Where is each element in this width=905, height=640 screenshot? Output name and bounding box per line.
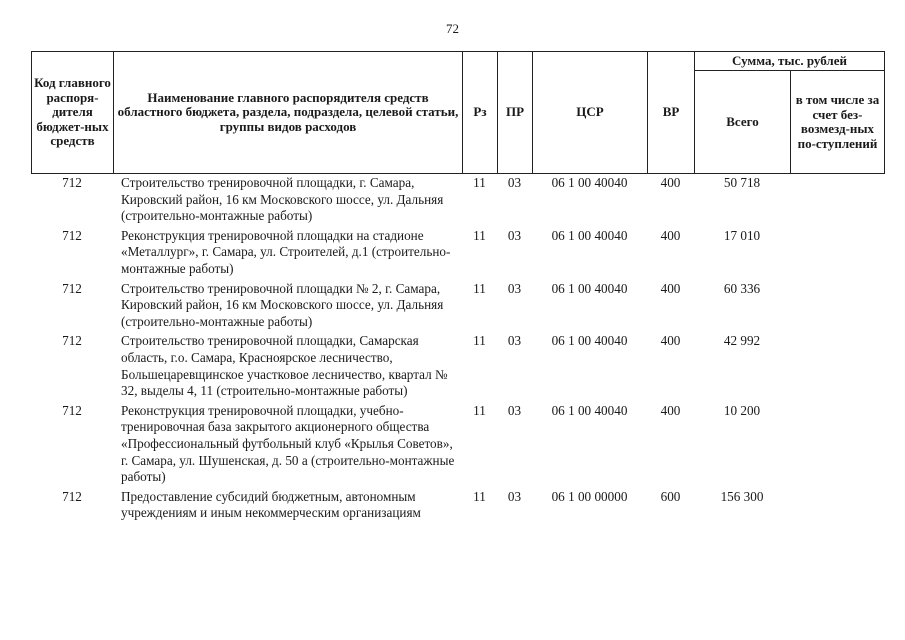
table-row — [31, 403, 884, 486]
row-total: 17 010 — [723, 227, 761, 243]
header-pr: ПР — [498, 52, 533, 174]
table-row — [31, 333, 884, 399]
row-code: 712 — [62, 488, 82, 504]
row-name: Реконструкция тренировочной площадки, учебно-тренировочная база закрытого акционерного общества «Профессиональный футбольный клуб «Крылья Советов», г. Самара, ул. Шушенская, д. 50 а (строительно-монтажные работы) — [121, 402, 455, 485]
row-rz: 11 — [473, 402, 486, 418]
row-vr: 400 — [660, 280, 681, 296]
row-total: 42 992 — [723, 333, 761, 349]
table-row — [31, 228, 884, 278]
row-total: 50 718 — [723, 175, 761, 190]
row-vr: 400 — [660, 175, 681, 190]
header-code: Код главного распоря-дителя бюджет-ных средств — [32, 52, 114, 174]
row-csr: 06 1 00 40040 — [551, 333, 628, 349]
row-total: 156 300 — [720, 488, 764, 504]
row-name: Предоставление субсидий бюджетным, автономным учреждениям и иным некоммерческим организациям — [121, 488, 421, 521]
row-code: 712 — [62, 402, 82, 418]
row-pr: 03 — [507, 175, 522, 190]
row-pr: 03 — [507, 488, 522, 504]
row-pr: 03 — [507, 280, 522, 296]
table-row — [31, 175, 884, 225]
row-name: Реконструкция тренировочной площадки на стадионе «Металлург», г. Самара, ул. Строителей, д.1 (строительно-монтажные работы) — [121, 227, 451, 276]
table-body — [31, 175, 884, 522]
row-total: 60 336 — [723, 280, 761, 296]
row-code: 712 — [62, 227, 82, 243]
row-name: Строительство тренировочной площадки, г. Самара, Кировский район, 16 км Московского шоссе, ул. Дальняя (строительно-монтажные работы) — [121, 175, 444, 224]
row-name: Строительство тренировочной площадки, Самарская область, г.о. Самара, Красноярское лесничество, Большецаревщинское участковое лесничество, квартал № 32, выделы 4, 11 (строительно-монтажные работы) — [121, 333, 448, 399]
header-rz: Рз — [463, 52, 498, 174]
row-vr: 400 — [660, 333, 681, 349]
row-pr: 03 — [507, 227, 522, 243]
header-name: Наименование главного распорядителя средств областного бюджета, раздела, подраздела, целевой статьи, группы видов расходов — [114, 52, 463, 174]
row-pr: 03 — [507, 402, 522, 418]
row-vr: 400 — [660, 227, 681, 243]
table-header — [31, 51, 885, 174]
row-total: 10 200 — [723, 402, 761, 418]
row-rz: 11 — [473, 227, 486, 243]
header-vr: ВР — [648, 52, 695, 174]
header-sum: Сумма, тыс. рублей — [695, 52, 885, 71]
row-rz: 11 — [473, 333, 486, 349]
row-vr: 400 — [660, 402, 681, 418]
row-code: 712 — [62, 333, 82, 349]
table-row — [31, 489, 884, 522]
row-csr: 06 1 00 40040 — [551, 280, 628, 296]
page-number: 72 — [446, 21, 459, 36]
row-code: 712 — [62, 280, 82, 296]
row-rz: 11 — [473, 488, 486, 504]
row-name: Строительство тренировочной площадки № 2, г. Самара, Кировский район, 16 км Московского шоссе, ул. Дальняя (строительно-монтажные работы) — [121, 280, 444, 329]
row-csr: 06 1 00 40040 — [551, 175, 628, 190]
header-gratuitous: в том числе за счет без-возмезд-ных по-ступлений — [791, 71, 885, 174]
table-row — [31, 281, 884, 331]
row-vr: 600 — [660, 488, 681, 504]
row-csr: 06 1 00 00000 — [551, 488, 628, 504]
row-pr: 03 — [507, 333, 522, 349]
header-csr: ЦСР — [533, 52, 648, 174]
header-total: Всего — [695, 71, 791, 174]
row-rz: 11 — [473, 175, 486, 190]
row-csr: 06 1 00 40040 — [551, 227, 628, 243]
row-csr: 06 1 00 40040 — [551, 402, 628, 418]
row-rz: 11 — [473, 280, 486, 296]
row-code: 712 — [62, 175, 82, 190]
